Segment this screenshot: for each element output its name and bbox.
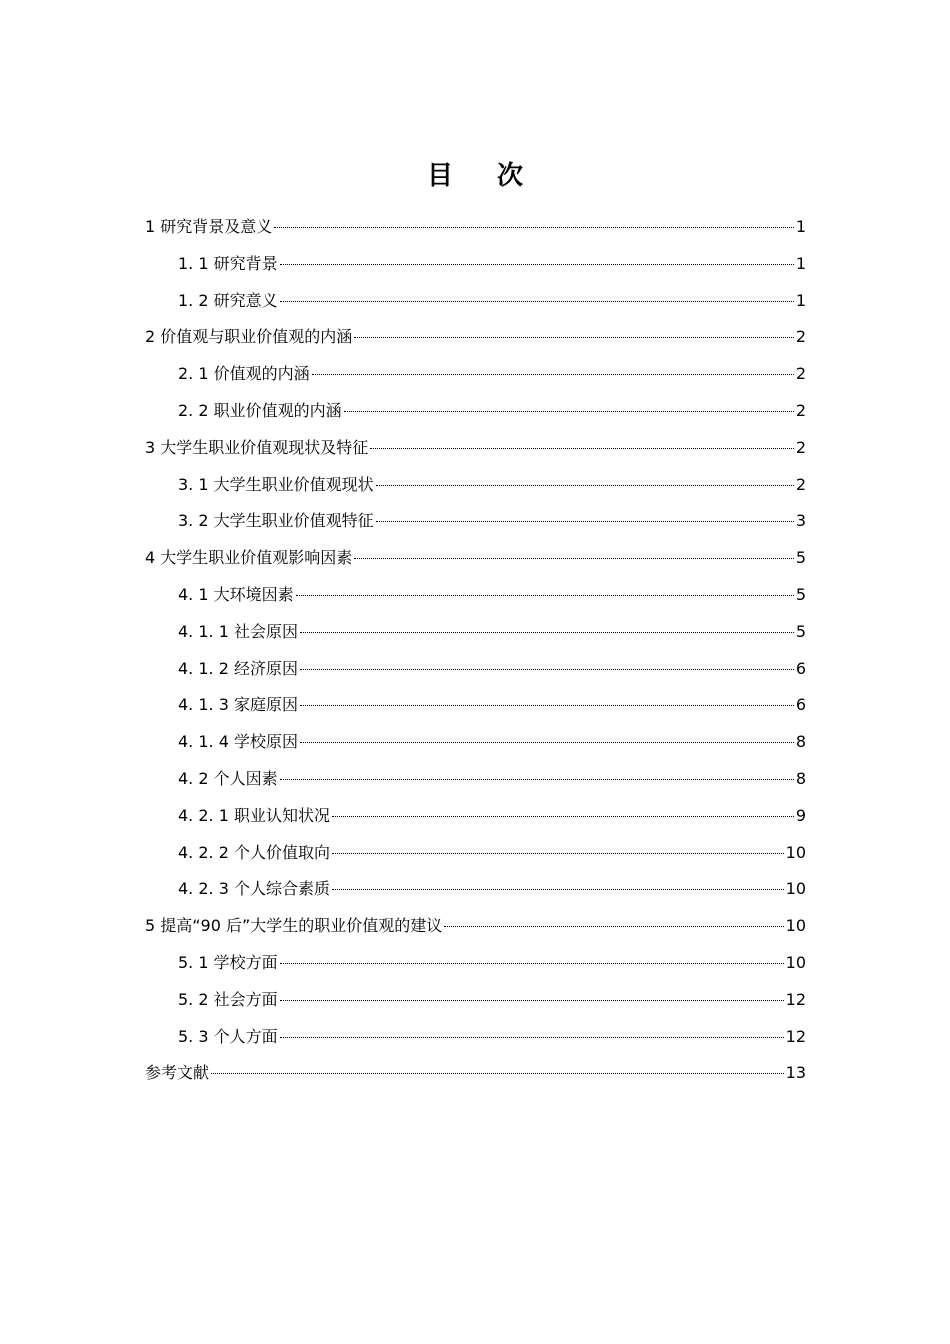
toc-dot-leader <box>280 963 784 964</box>
toc-entry[interactable] <box>145 246 806 283</box>
toc-entry-page-number: 10 <box>785 842 806 862</box>
toc-entry-label: 1 研究背景及意义 <box>145 217 273 236</box>
toc-entry-page-number: 10 <box>785 916 806 936</box>
toc-entry-label: 5. 2 社会方面 <box>178 989 278 1009</box>
toc-dot-leader <box>280 301 794 302</box>
toc-dot-leader <box>444 926 783 927</box>
toc-entry[interactable] <box>145 871 806 908</box>
toc-entry[interactable] <box>145 1055 806 1092</box>
toc-entry[interactable] <box>145 651 806 688</box>
toc-entry-page-number: 5 <box>795 584 806 604</box>
toc-entry-page-number: 1 <box>795 253 806 273</box>
toc-entry-label: 4. 1 大环境因素 <box>178 584 294 604</box>
toc-entry-page-number: 2 <box>795 474 806 494</box>
toc-entry[interactable] <box>145 540 806 577</box>
toc-entry-page-number: 8 <box>795 732 806 752</box>
toc-entry-label: 5 提高“90 后”大学生的职业价值观的建议 <box>145 916 443 936</box>
toc-dot-leader <box>280 264 794 265</box>
toc-entry[interactable] <box>145 761 806 798</box>
toc-entry-page-number: 13 <box>785 1063 806 1083</box>
toc-dot-leader <box>300 742 794 743</box>
toc-entry-label: 4. 1. 1 社会原因 <box>178 621 298 641</box>
toc-entry-label: 2. 1 价值观的内涵 <box>178 364 310 384</box>
toc-entry-page-number: 10 <box>785 879 806 899</box>
toc-entry-page-number: 10 <box>785 952 806 972</box>
toc-entry-page-number: 9 <box>795 805 806 825</box>
toc-entry-label: 3 大学生职业价值观现状及特征 <box>145 437 369 457</box>
toc-entry[interactable] <box>145 467 806 504</box>
toc-dot-leader <box>332 853 784 854</box>
toc-entry-label: 4. 2. 3 个人综合素质 <box>178 879 330 899</box>
toc-entry-label: 4. 2. 2 个人价值取向 <box>178 842 330 862</box>
toc-entry-label: 1. 2 研究意义 <box>178 290 278 310</box>
toc-dot-leader <box>344 411 794 412</box>
toc-entry[interactable] <box>145 798 806 835</box>
toc-entry-label: 5. 1 学校方面 <box>178 952 278 972</box>
toc-entry-label: 4. 1. 2 经济原因 <box>178 658 298 678</box>
toc-entry-page-number: 2 <box>795 364 806 384</box>
toc-dot-leader <box>211 1073 784 1074</box>
toc-dot-leader <box>376 485 794 486</box>
toc-entry-label: 参考文献 <box>145 1063 210 1083</box>
toc-entry-label: 1. 1 研究背景 <box>178 253 278 273</box>
toc-entry-page-number: 6 <box>795 658 806 678</box>
toc-entry-page-number: 2 <box>795 327 806 347</box>
toc-dot-leader <box>332 889 784 890</box>
toc-dot-leader <box>370 448 794 449</box>
toc-list <box>145 209 806 1092</box>
toc-entry[interactable] <box>145 577 806 614</box>
toc-dot-leader <box>280 1037 784 1038</box>
toc-entry-label: 4. 2 个人因素 <box>178 768 278 788</box>
toc-dot-leader <box>300 669 794 670</box>
toc-entry-label: 4. 2. 1 职业认知状况 <box>178 805 330 825</box>
toc-title: 目次 <box>426 161 567 191</box>
toc-entry[interactable] <box>145 982 806 1019</box>
toc-entry-page-number: 1 <box>795 290 806 310</box>
toc-entry-label: 2. 2 职业价值观的内涵 <box>178 400 342 420</box>
toc-dot-leader <box>354 337 794 338</box>
toc-entry-label: 4 大学生职业价值观影响因素 <box>145 548 353 568</box>
toc-dot-leader <box>280 1000 784 1001</box>
toc-dot-leader <box>354 558 794 559</box>
toc-entry[interactable] <box>145 283 806 320</box>
toc-dot-leader <box>300 705 794 706</box>
toc-entry[interactable] <box>145 393 806 430</box>
toc-entry[interactable] <box>145 430 806 467</box>
toc-entry[interactable] <box>145 835 806 872</box>
toc-dot-leader <box>376 521 794 522</box>
toc-entry[interactable] <box>145 319 806 356</box>
toc-entry-label: 3. 1 大学生职业价值观现状 <box>178 474 374 494</box>
toc-dot-leader <box>300 632 794 633</box>
toc-dot-leader <box>312 374 794 375</box>
toc-entry-page-number: 5 <box>795 621 806 641</box>
toc-entry-page-number: 8 <box>795 768 806 788</box>
toc-dot-leader <box>296 595 794 596</box>
toc-entry-page-number: 1 <box>795 217 806 236</box>
toc-entry-label: 3. 2 大学生职业价值观特征 <box>178 511 374 531</box>
toc-entry-label: 4. 1. 3 家庭原因 <box>178 695 298 715</box>
toc-entry[interactable] <box>145 908 806 945</box>
toc-entry[interactable] <box>145 724 806 761</box>
toc-entry-label: 4. 1. 4 学校原因 <box>178 732 298 752</box>
toc-dot-leader <box>280 779 794 780</box>
toc-entry-page-number: 2 <box>795 437 806 457</box>
toc-entry-page-number: 3 <box>795 511 806 531</box>
toc-entry-page-number: 12 <box>785 989 806 1009</box>
toc-entry[interactable] <box>145 209 806 246</box>
toc-entry[interactable] <box>145 687 806 724</box>
toc-entry[interactable] <box>145 945 806 982</box>
toc-entry[interactable] <box>145 614 806 651</box>
toc-entry-page-number: 6 <box>795 695 806 715</box>
toc-entry-label: 2 价值观与职业价值观的内涵 <box>145 327 353 347</box>
toc-entry[interactable] <box>145 356 806 393</box>
toc-entry-label: 5. 3 个人方面 <box>178 1026 278 1046</box>
toc-dot-leader <box>332 816 794 817</box>
toc-entry-page-number: 12 <box>785 1026 806 1046</box>
toc-entry[interactable] <box>145 1019 806 1056</box>
toc-entry-page-number: 5 <box>795 548 806 568</box>
toc-dot-leader <box>274 227 794 228</box>
toc-entry[interactable] <box>145 503 806 540</box>
toc-entry-page-number: 2 <box>795 400 806 420</box>
